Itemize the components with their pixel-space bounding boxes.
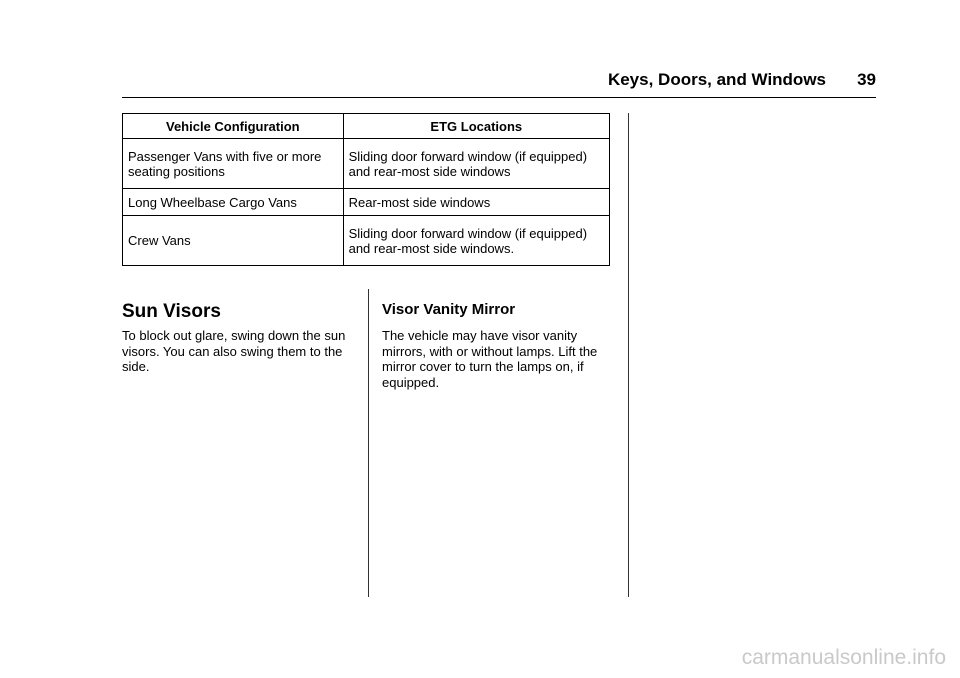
column-header-vehicle-configuration: Vehicle Configuration [123,114,344,139]
table-row [123,189,610,216]
table-cell-configuration: Long Wheelbase Cargo Vans [123,189,344,216]
column-header-etg-locations: ETG Locations [343,114,609,139]
etg-locations-table [122,113,610,266]
subsection-body-visor-vanity-mirror: The vehicle may have visor vanity mirrors, with or without lamps. Lift the mirror cover to turn the lamps on, if equipped. [382,328,598,390]
table-cell-locations: Rear-most side windows [343,189,609,216]
table-cell-configuration: Passenger Vans with five or more seating positions [123,139,344,189]
page-number: 39 [857,70,876,89]
section-title-sun-visors: Sun Visors [122,301,221,322]
running-header-title: Keys, Doors, and Windows [607,70,826,89]
section-body-sun-visors: To block out glare, swing down the sun visors. You can also swing them to the side. [122,328,346,374]
subsection-title-visor-vanity-mirror: Visor Vanity Mirror [382,301,516,318]
column-divider-left [368,289,369,597]
table-cell-locations: Sliding door forward window (if equipped) and rear-most side windows. [343,216,609,266]
header-divider [122,97,876,98]
watermark: carmanualsonline.info [741,646,946,669]
table-cell-locations: Sliding door forward window (if equipped) and rear-most side windows [343,139,609,189]
table-row [123,216,610,266]
table-row [123,139,610,189]
table-header-row [123,114,610,139]
column-divider-right [628,113,629,597]
table-cell-configuration: Crew Vans [123,216,344,266]
